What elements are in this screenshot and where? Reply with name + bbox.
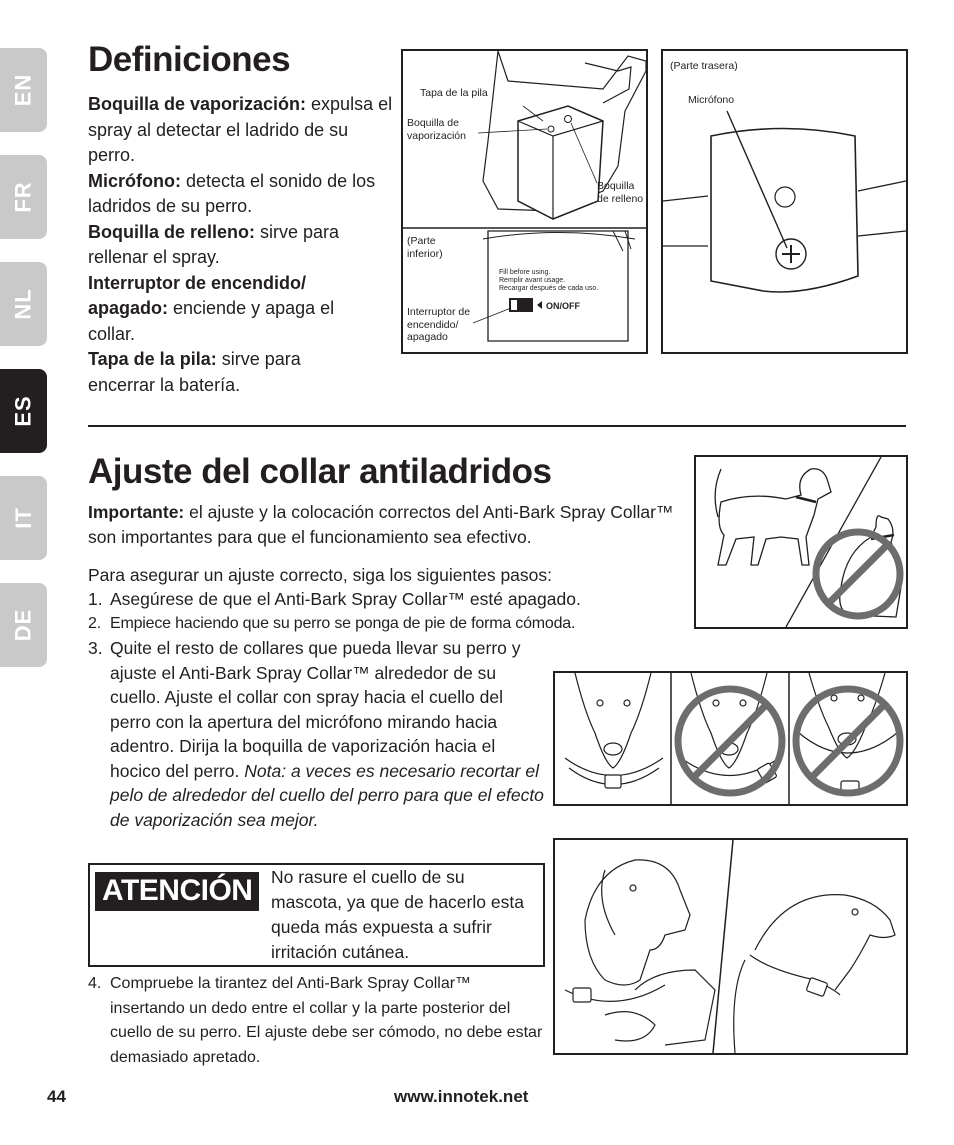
step-text: Compruebe la tirantez del Anti-Bark Spray Collar™ insertando un dedo entre el collar y la parte posterior del cuello de su perro. El ajuste debe ser cómodo, no debe estar demasiado apretado. [110,975,543,1066]
warning-text: No rasure el cuello de su mascota, ya que de hacerlo esta queda más expuesta a sufrir irritación cutánea. [271,867,524,962]
definition-term: Boquilla de relleno: [88,221,256,242]
definition-refill-nozzle [88,220,393,271]
tab-de-label: DE [10,608,36,642]
bottom-caption: (Parte inferior) [407,235,443,260]
step-number: 4. [88,975,102,992]
fitting-title: Ajuste del collar antiladridos [88,452,552,491]
fill-instructions [499,269,619,293]
important-term: Importante: [88,502,185,522]
definition-battery-cover [88,347,348,398]
step-2 [88,612,692,637]
tab-de[interactable] [0,583,47,667]
collar-tightness-image [553,838,908,1055]
collar-placement-illustration [555,673,906,804]
fill-line-2: Remplir avant usage. [499,277,566,284]
collar-back-diagram [661,49,908,354]
step-text: Empiece haciendo que su perro se ponga de pie de forma cómoda. [110,614,576,632]
tab-en-label: EN [10,73,36,107]
page-number: 44 [47,1087,66,1106]
warning-box [88,863,545,967]
fitting-intro: Para asegurar un ajuste correcto, siga los siguientes pasos: [88,565,553,585]
definition-desc: detecta el sonido de los ladridos de su perro. [88,170,376,216]
fill-line-3: Recargar después de cada uso. [499,285,599,292]
tab-nl[interactable] [0,262,47,346]
step-text: Quite el resto de collares que pueda llevar su perro y ajuste el Anti-Bark Spray Collar™ alrededor de su cuello. Ajuste el collar con spray hacia el cuello del perro con la apertura del micrófono mirando hacia adentro. Dirija la boquilla de vaporización hacia el hocico del perro. [110,638,521,781]
spray-nozzle-label: Boquilla de vaporización [407,117,466,142]
step-1 [88,587,692,612]
on-off-label: ON/OFF [546,301,580,311]
definitions-list [88,92,393,398]
definition-term: Tapa de la pila: [88,349,217,369]
definition-spray-nozzle [88,92,393,169]
definitions-title: Definiciones [88,40,291,79]
tab-fr-label: FR [10,181,36,213]
step-number: 2. [88,614,101,632]
step-text: Asegúrese de que el Anti-Bark Spray Collar™ esté apagado. [110,589,581,609]
microphone-label: Micrófono [688,94,735,106]
tab-nl-label: NL [10,288,36,320]
step-note: Nota: a veces es necesario recortar el pelo de alrededor del cuello del perro para que el efecto de vaporización sea mejor. [110,760,544,830]
switch-label: Interruptor de encendido/ apagado [407,306,471,343]
tab-en[interactable] [0,48,47,132]
section-divider [88,425,906,427]
definition-term: Interruptor de encendido/ apagado: [88,272,307,318]
tab-fr[interactable] [0,155,47,239]
footer-url[interactable]: www.innotek.net [394,1087,529,1106]
definition-desc: enciende y apaga el collar. [88,298,335,344]
definition-switch [88,271,358,348]
fitting-steps [88,587,692,636]
tab-es-label: ES [10,395,36,427]
definition-term: Micrófono: [88,170,181,191]
important-paragraph [88,500,692,550]
collar-tightness-illustration [555,840,906,1053]
battery-cover-label: Tapa de la pila [420,87,488,99]
collar-front-bottom-diagram [401,49,648,354]
collar-placement-image [553,671,908,806]
definition-microphone [88,169,393,220]
step-4 [88,972,543,1070]
dog-position-illustration [696,457,906,627]
definition-desc: expulsa el spray al detectar el ladrido de su perro. [88,94,393,165]
tab-it-label: IT [10,507,36,529]
fill-line-1: Fill before using. [499,269,551,276]
tab-es[interactable] [0,369,47,453]
step-3 [88,636,548,832]
tab-it[interactable] [0,476,47,560]
dog-standing-sitting-image [694,455,908,629]
step-number: 3. [88,638,103,658]
step-number: 1. [88,589,103,609]
important-text: el ajuste y la colocación correctos del Anti-Bark Spray Collar™ son importantes para que el funcionamiento sea efectivo. [88,502,674,547]
refill-nozzle-label: Boquilla de relleno [597,180,644,205]
definition-desc: sirve para encerrar la batería. [88,349,301,395]
definition-term: Boquilla de vaporización: [88,94,307,114]
definition-desc: sirve para rellenar el spray. [88,221,340,267]
warning-title: ATENCIÓN [95,872,259,911]
back-caption: (Parte trasera) [670,60,738,72]
